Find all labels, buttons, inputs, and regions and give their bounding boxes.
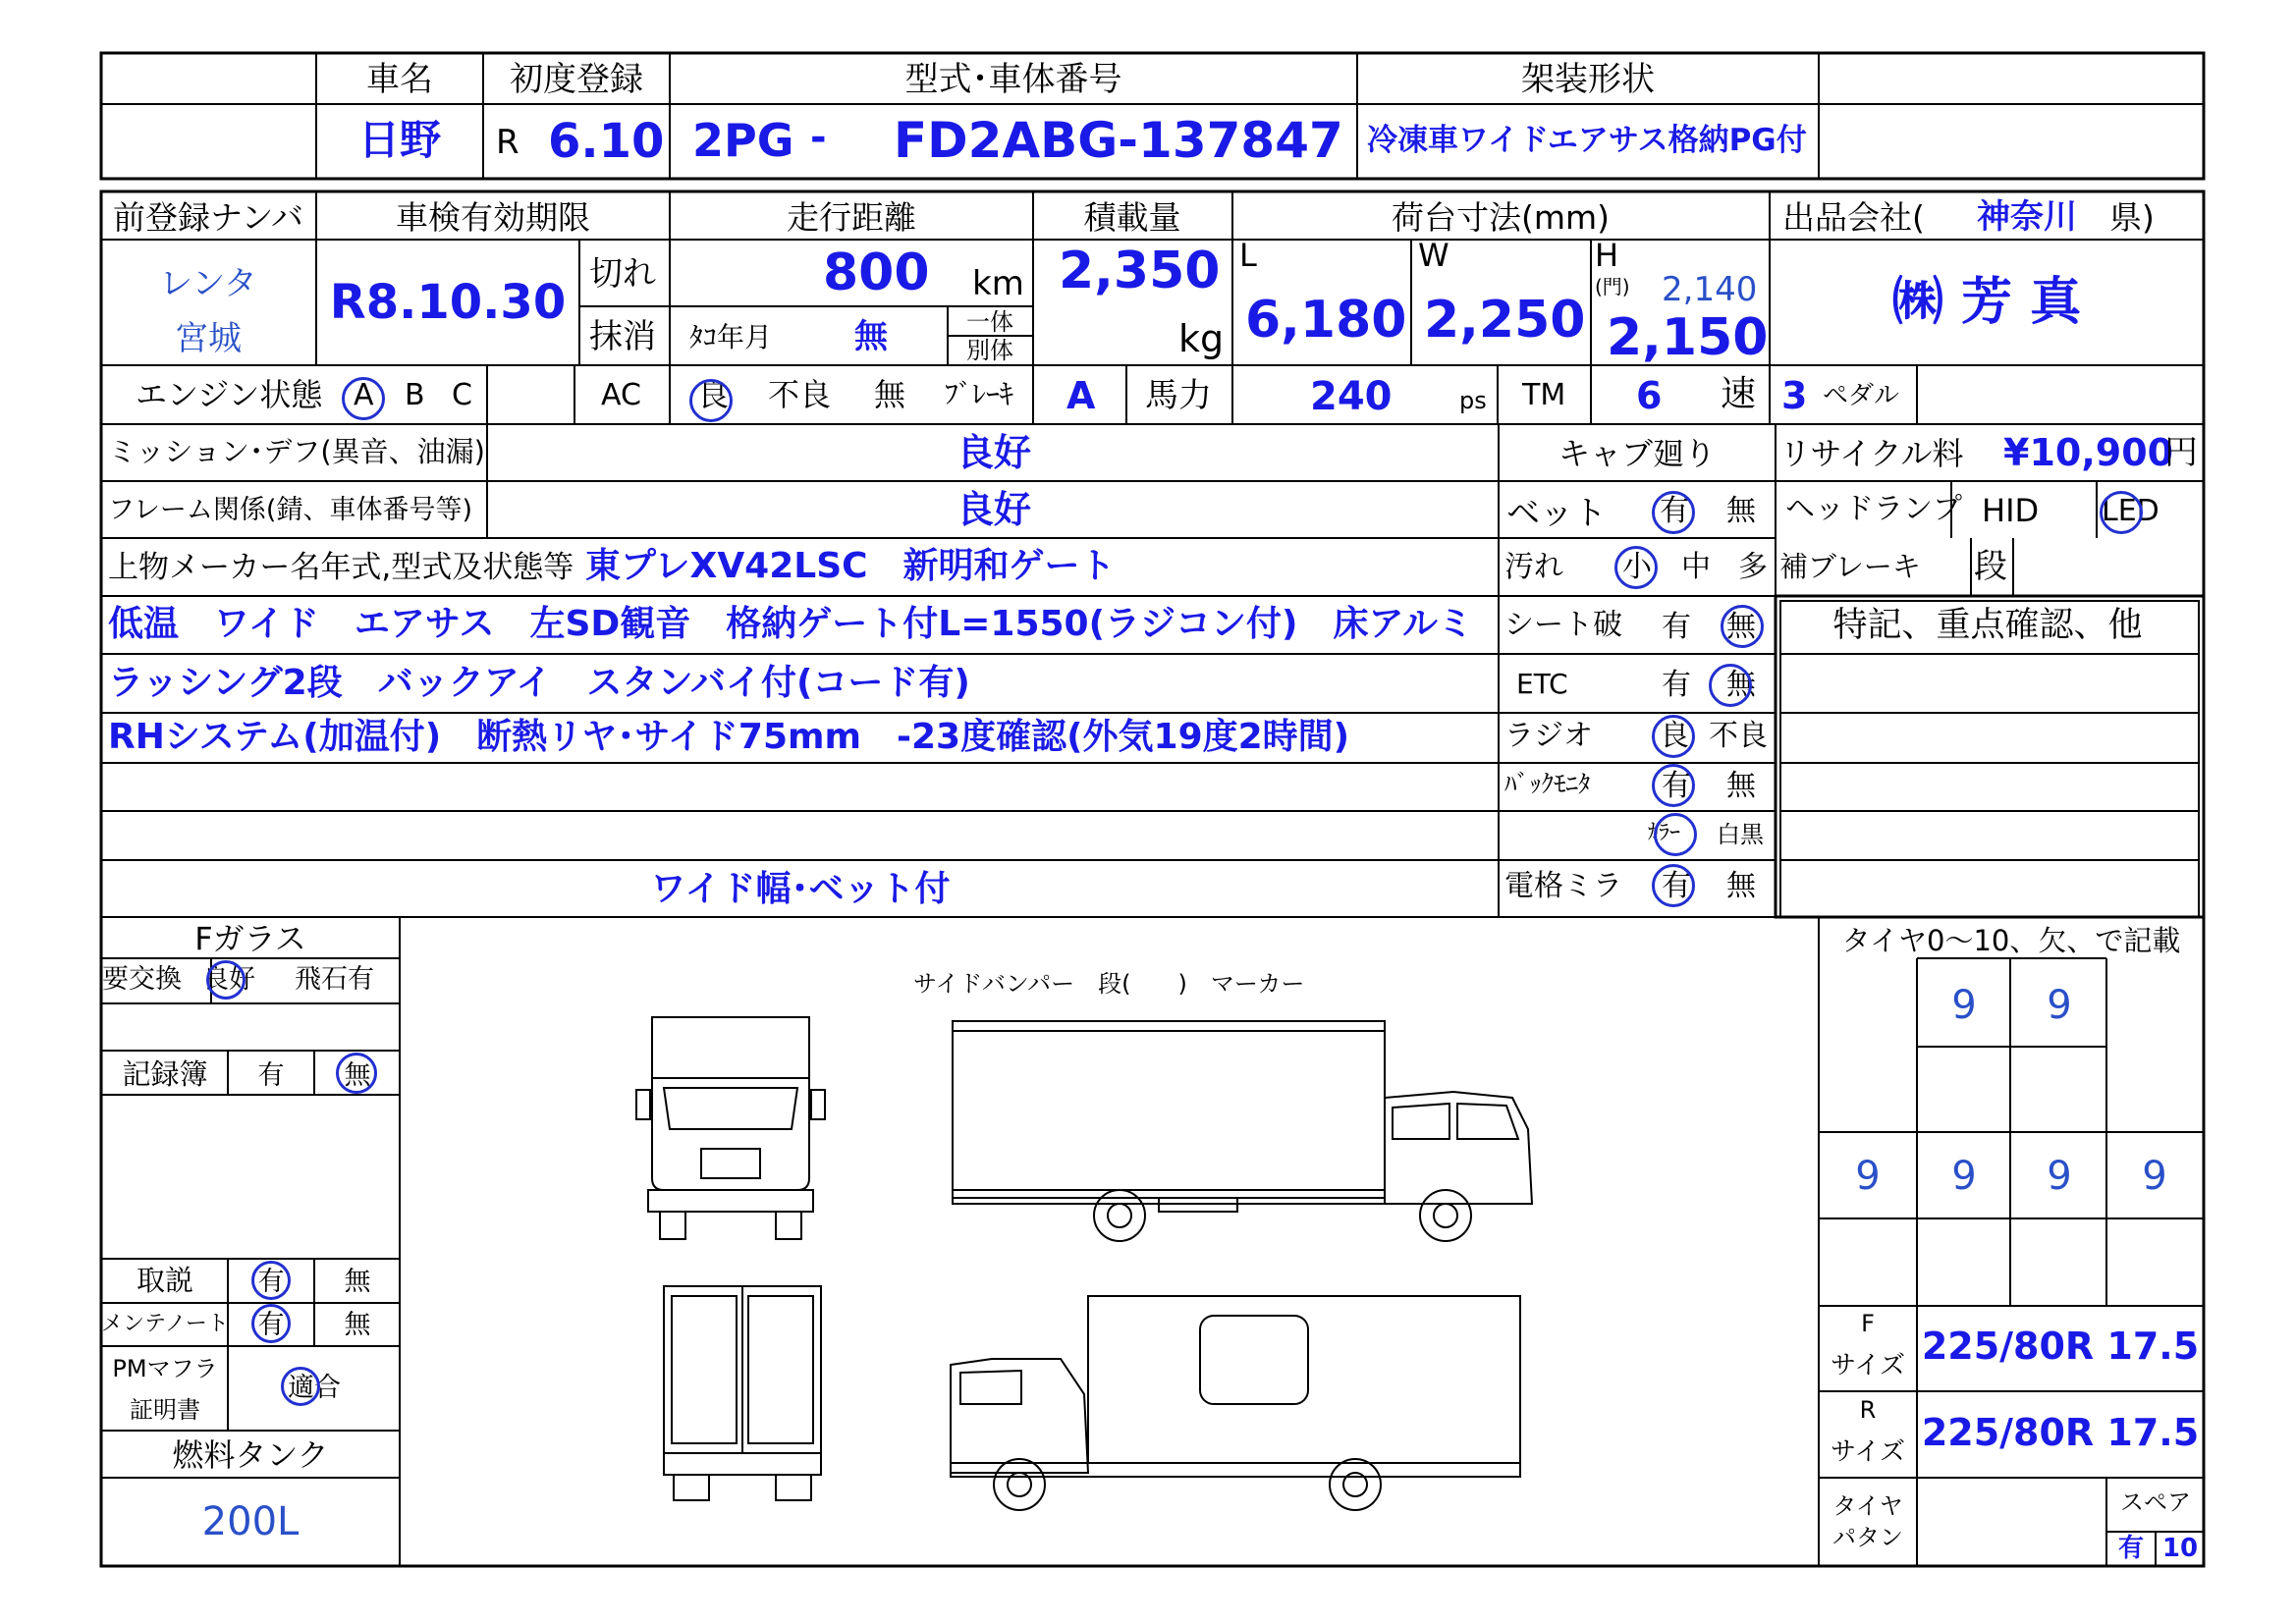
record-label: 記録簿 [122,1057,208,1091]
recycle-label: リサイクル料 [1779,435,1964,472]
fglass-stone: 飛石有 [295,964,374,995]
engine-grade-b: B [405,378,425,412]
bed-no: 無 [1726,494,1756,528]
bed-yes: 有 [1660,494,1689,528]
maint-no: 無 [344,1310,371,1340]
fuel-label: 燃料タンク [172,1436,329,1474]
radio-bad: 不良 [1709,719,1768,753]
pedal-count: 3 [1781,374,1808,417]
car-name: 日野 [357,116,442,164]
speed-label: 速 [1721,374,1757,414]
truck-diagrams [636,1017,1532,1510]
engine-label: エンジン状態 [136,376,323,413]
special-notes-title: 特記、重点確認、他 [1832,606,2143,645]
gate-label: (門) [1595,275,1630,298]
body-label: 架装形状 [1521,60,1655,99]
bed-length: 6,180 [1245,291,1407,350]
mirror-yes: 有 [1662,869,1691,903]
seat-label: シート破 [1504,608,1622,642]
tire-rear-3: 9 [2047,1154,2072,1199]
back-monitor-no: 無 [1726,769,1756,803]
tacho-value: 無 [854,317,888,356]
cab-title: キャブ廻り [1558,435,1717,472]
brake-value: A [1066,374,1096,417]
ac-bad: 不良 [768,376,832,413]
etc-no-circle [1709,664,1752,707]
mileage-label: 走行距離 [787,198,916,237]
ittai-label: 一体 [966,308,1013,336]
pm-circle [281,1367,320,1406]
color-circle [1654,813,1697,856]
aux-brake-label: 補ブレーキ [1779,550,1921,583]
car-name-label: 車名 [366,60,433,99]
inspection-label: 車検有効期限 [396,198,590,237]
body-maker-value: 東プレXV42LSC 新明和ゲート [585,546,1116,586]
model-prefix: 2PG [692,114,794,167]
load-value: 2,350 [1059,242,1221,300]
era: R [496,123,519,162]
ac-label: AC [601,378,641,412]
tire-f-label: F [1861,1310,1875,1337]
hp-value: 240 [1310,374,1393,419]
manual-no: 無 [344,1267,371,1297]
note-line-1: 低温 ワイド エアサス 左SD観音 格納ゲート付L=1550(ラジコン付) 床アルミ [108,604,1474,644]
engine-grade-c: C [452,378,472,412]
yen-label: 円 [2164,433,2198,472]
tm-label: TM [1522,378,1566,412]
ac-good: 良 [697,376,730,413]
note-line-6: ワイド幅･ベット付 [650,869,951,909]
tire-pattern-label-1: タイヤ [1832,1492,1903,1520]
bed-width: 2,250 [1424,291,1586,350]
seat-no-circle [1721,605,1764,648]
radio-good-circle [1652,715,1695,758]
frame-label: フレーム関係(錆、車体番号等) [108,495,472,525]
seller-prefecture: 神奈川 [1977,197,2077,237]
radio-good: 良 [1660,719,1689,753]
km-unit: km [972,264,1024,303]
tire-r-label: R [1859,1396,1877,1424]
dirt-label: 汚れ [1504,550,1563,584]
dirt-many: 多 [1738,550,1768,584]
ps-unit: ps [1459,387,1487,414]
note-line-3: RHシステム(加温付) 断熱リヤ･サイド75mm -23度確認(外気19度2時間) [108,717,1350,757]
fglass-replace: 要交換 [102,964,182,995]
radio-label: ラジオ [1504,719,1593,753]
fglass-good: 良好 [202,964,255,995]
maint-yes: 有 [257,1310,285,1340]
chassis-number: FD2ABG-137847 [894,112,1343,169]
ac-none: 無 [874,376,906,413]
reg-date: 6.10 [548,114,665,169]
maint-yes-circle [251,1304,291,1343]
inspection-date: R8.10.30 [329,275,567,330]
mirror-no: 無 [1726,869,1756,903]
tire-rear-1: 9 [1855,1154,1881,1199]
pm-label-2: 証明書 [130,1396,200,1424]
spare-value: 10 [2161,1534,2199,1563]
tire-f-size-label: サイズ [1831,1351,1905,1380]
tire-front-left: 9 [1951,983,1977,1028]
seat-no: 無 [1726,610,1756,644]
record-no-circle [336,1053,377,1094]
note-line-2: ラッシング2段 バックアイ スタンバイ付(コード有) [108,663,970,703]
bed-size-label: 荷台寸法(mm) [1391,198,1611,237]
tire-f-size: 225/80R 17.5 [1921,1325,2200,1368]
pm-label-1: PMマフラ [112,1355,218,1382]
seller-label: 出品会社( [1782,198,1925,237]
tacho-label: ﾀｺ年月 [689,321,773,353]
ac-good-circle [689,376,733,422]
bed-yes-circle [1652,491,1695,534]
mileage-value: 800 [823,243,930,302]
load-label: 積載量 [1083,198,1181,237]
bumper-label: サイドバンパー 段( ) マーカー [913,970,1305,998]
record-yes: 有 [257,1060,285,1091]
seller-suffix: 県) [2109,198,2155,237]
fuel-value: 200L [201,1499,300,1544]
body-type: 冷凍車ワイドエアサス格納PG付 [1367,123,1807,158]
headlamp-hid: HID [1982,492,2040,529]
bed-height-label: H [1595,237,1619,274]
headlamp-label: ヘッドランプ [1785,492,1962,526]
tire-rear-4: 9 [2142,1154,2167,1199]
kg-unit: kg [1178,317,1225,360]
tire-r-size: 225/80R 17.5 [1921,1411,2200,1454]
mission-value: 良好 [956,431,1032,474]
led-circle [2100,491,2143,534]
back-monitor-yes-circle [1652,764,1695,807]
mirror-label: 電格ミラ [1504,869,1622,903]
seller-name: ㈱ 芳 真 [1891,273,2082,332]
dirt-small-circle [1614,546,1658,589]
mission-label: ミッション･デフ(異音、油漏) [108,435,485,468]
etc-yes: 有 [1662,668,1691,702]
tire-title: タイヤ0～10、欠、で記載 [1841,924,2181,957]
pedal-label: ペダル [1823,381,1900,410]
brake-label: ﾌﾞﾚｰｷ [945,378,1014,410]
expired-label: 切れ [589,254,656,294]
bed-length-label: L [1239,237,1257,274]
dirt-mid: 中 [1681,550,1711,584]
engine-a-circle [342,377,385,420]
headlamp-led: LED [2102,494,2159,528]
manual-label: 取説 [136,1264,194,1297]
bed-label: ベット [1506,494,1607,533]
recycle-fee: ¥10,900 [2003,431,2174,474]
pm-value: 適合 [288,1373,341,1403]
aux-brake-value: 段 [1974,547,2007,586]
color-label: ｶﾗｰ [1648,821,1681,845]
body-maker-label: 上物メーカー名年式,型式及状態等 [108,550,574,585]
spare-yes: 有 [2117,1534,2145,1563]
bw-label: 白黒 [1717,821,1764,848]
back-monitor-yes: 有 [1662,769,1691,803]
dirt-small: 小 [1622,550,1652,584]
maint-label: メンテノート [101,1312,229,1336]
etc-label: ETC [1516,668,1568,700]
tire-front-right: 9 [2047,983,2072,1028]
fglass-title: Fガラス [194,920,306,957]
deleted-label: 抹消 [589,317,656,356]
tire-rear-2: 9 [1951,1154,1977,1199]
hp-label: 馬力 [1145,376,1212,415]
model-label: 型式･車体番号 [904,60,1122,99]
spare-label: スペア [2120,1488,2191,1516]
fglass-good-circle [206,960,246,1000]
prev-plate-label: 前登録ナンバ [112,198,304,237]
gate-height: 2,140 [1662,270,1758,309]
tire-r-size-label: サイズ [1831,1437,1905,1467]
engine-grade-a: A [354,378,374,412]
record-no: 無 [344,1060,371,1091]
betsutai-label: 別体 [966,337,1013,364]
manual-yes: 有 [257,1267,285,1297]
bed-width-label: W [1418,237,1449,274]
tm-value: 6 [1636,374,1663,417]
mirror-yes-circle [1652,864,1695,907]
plate-line-2: 宮城 [175,319,242,358]
seat-yes: 有 [1662,610,1691,644]
first-reg-label: 初度登録 [510,60,643,99]
back-monitor-label: ﾊﾞｯｸﾓﾆﾀ [1504,770,1591,798]
frame-value: 良好 [956,488,1032,531]
model-dash: - [810,115,827,160]
manual-yes-circle [251,1261,291,1300]
tire-pattern-label-2: パタン [1832,1524,1903,1551]
etc-no: 無 [1726,668,1756,702]
bed-height: 2,150 [1607,308,1769,367]
plate-line-1: レンタ [159,264,257,303]
